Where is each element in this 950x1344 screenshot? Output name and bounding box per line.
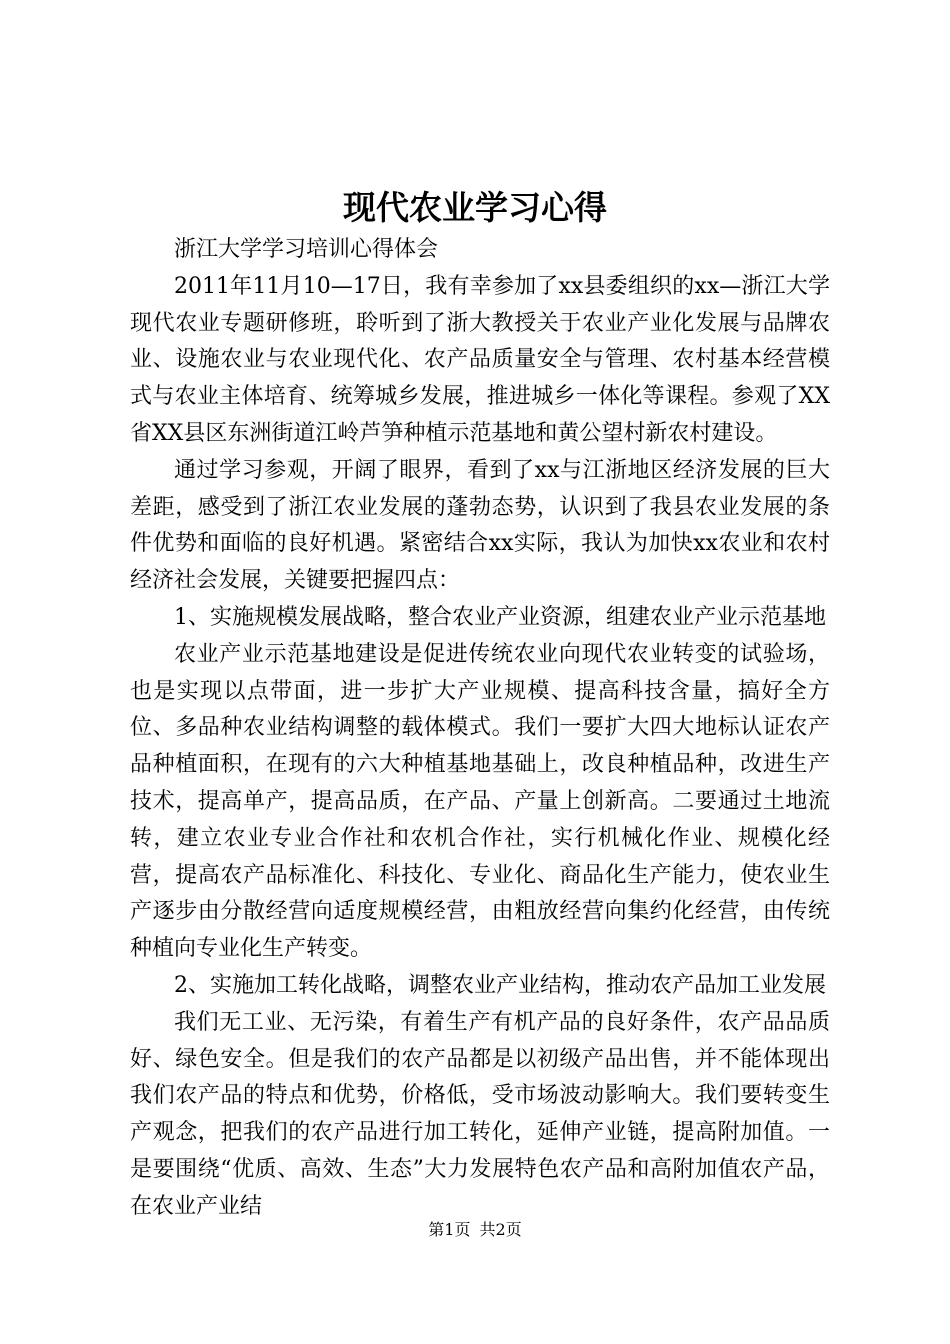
document-body [130, 232, 830, 1226]
paragraph-intro: 2011年11月10—17日，我有幸参加了xx县委组织的xx—浙江大学现代农业专题研修班，聆听到了浙大教授关于农业产业化发展与品牌农业、设施农业与农业现代化、农产品质量安全与管理、农村基本经营模式与农业主体培育、统筹城乡发展，推进城乡一体化等课程。参观了XX省XX县区东洲街道江岭芦笋种植示范基地和黄公望村新农村建设。 [130, 273, 830, 446]
paragraph-section-2: 我们无工业、无污染，有着生产有机产品的良好条件，农产品品质好、绿色安全。但是我们的农产品都是以初级产品出售，并不能体现出我们农产品的特点和优势，价格低，受市场波动影响大。我们要转变生产观念，把我们的农产品进行加工转化，延伸产业链，提高附加值。一是要围绕“优质、高效、生态”大力发展特色农产品和高附加值农产品，在农业产业结 [130, 1009, 830, 1219]
paragraph-subtitle: 浙江大学学习培训心得体会 [174, 237, 439, 262]
page-total: 共2页 [479, 1220, 522, 1239]
section-heading-2: 2、实施加工转化战略，调整农业产业结构，推动农产品加工业发展 [174, 972, 826, 998]
paragraph-reflection: 通过学习参观，开阔了眼界，看到了xx与江浙地区经济发展的巨大差距，感受到了浙江农业发展的蓬勃态势，认识到了我县农业发展的条件优势和面临的良好机遇。紧密结合xx实际，我认为加快xx农业和农村经济社会发展，关键要把握四点： [130, 457, 830, 594]
paragraph-section-1: 农业产业示范基地建设是促进传统农业向现代农业转变的试验场，也是实现以点带面，进一步扩大产业规模、提高科技含量，搞好全方位、多品种农业结构调整的载体模式。我们一要扩大四大地标认证农产品种植面积，在现有的六大种植基地基础上，改良种植品种，改进生产技术，提高单产，提高品质，在产品、产量上创新高。二要通过土地流转，建立农业专业合作社和农机合作社，实行机械化作业、规模化经营，提高农产品标准化、科技化、专业化、商品化生产能力，使农业生产逐步由分散经营向适度规模经营，由粗放经营向集约化经营，由传统种植向专业化生产转变。 [130, 641, 830, 962]
page-number: 第1页 [428, 1220, 471, 1239]
page-footer [0, 1218, 950, 1242]
document-title: 现代农业学习心得 [343, 188, 607, 227]
section-heading-1: 1、实施规模发展战略，整合农业产业资源，组建农业产业示范基地 [174, 604, 826, 630]
